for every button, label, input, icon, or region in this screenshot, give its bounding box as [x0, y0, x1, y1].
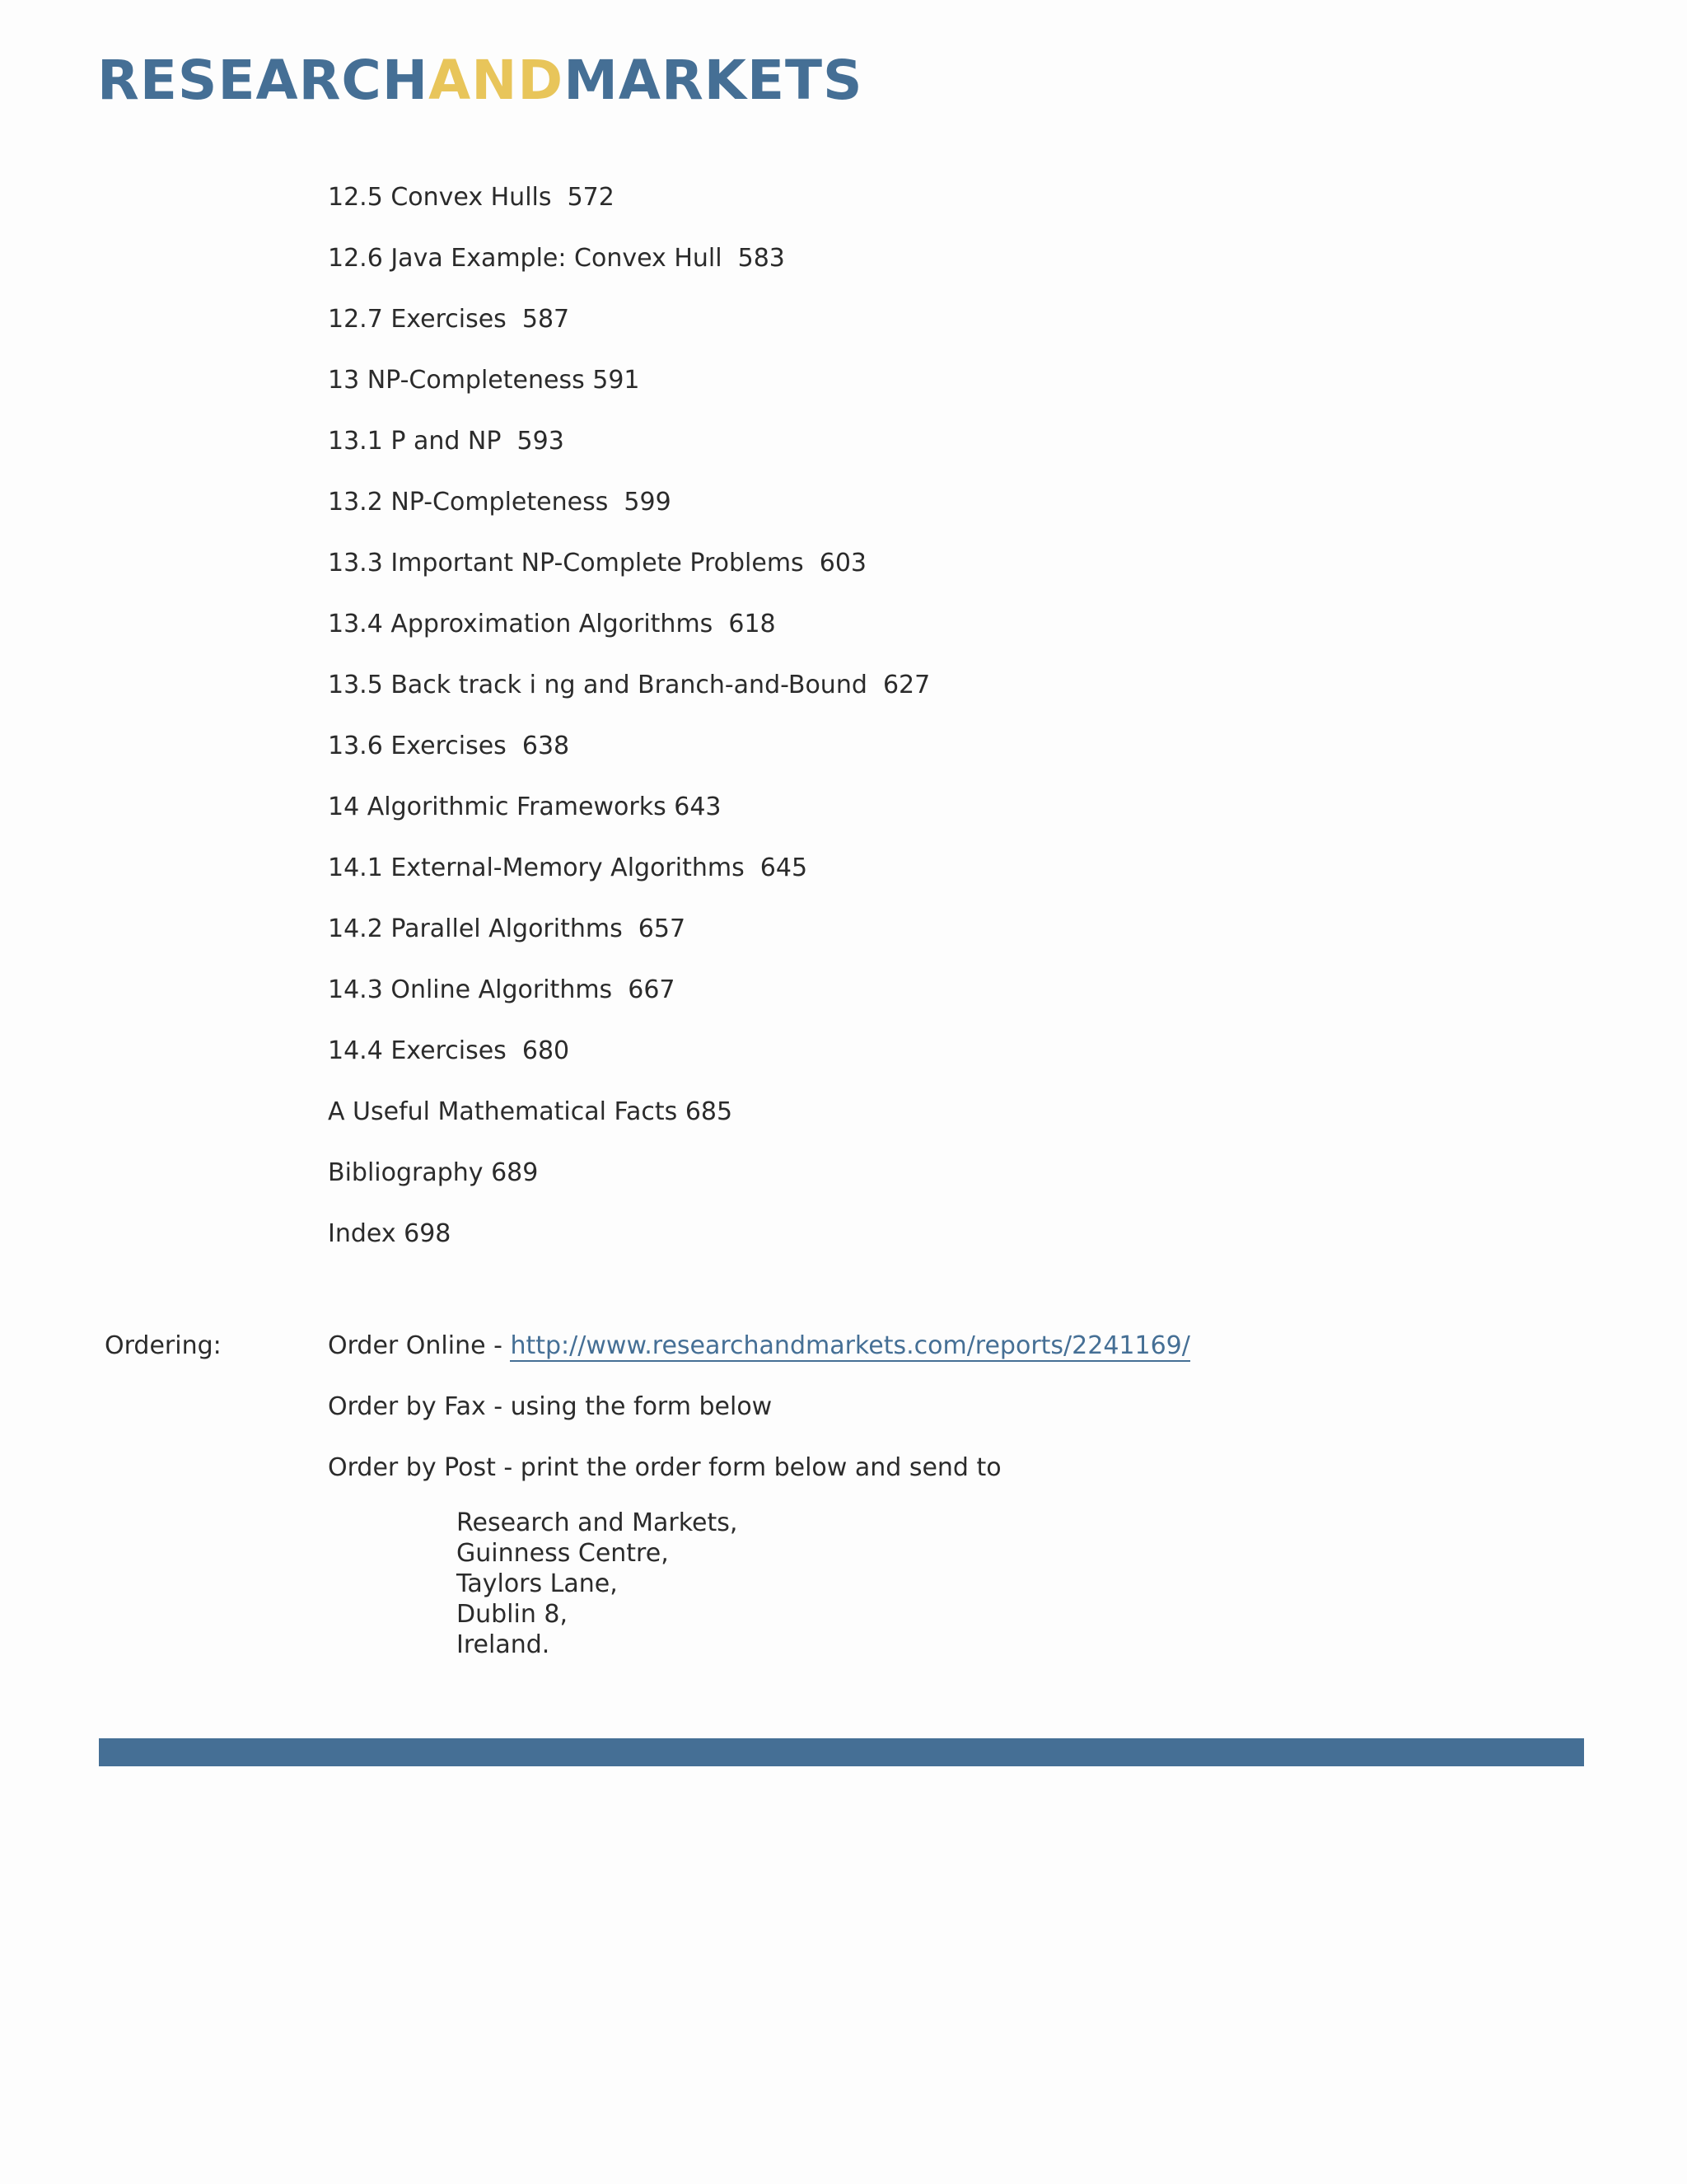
toc-item: 13.2 NP-Completeness 599 [328, 488, 671, 517]
toc-item: 13 NP-Completeness 591 [328, 366, 640, 395]
toc-item: 13.3 Important NP-Complete Problems 603 [328, 549, 867, 578]
ordering-options [328, 1325, 1563, 1660]
table-of-contents [328, 176, 1481, 1274]
toc-item: 14.3 Online Algorithms 667 [328, 975, 675, 1004]
order-by-fax: Order by Fax - using the form below [328, 1392, 773, 1421]
toc-item: 12.6 Java Example: Convex Hull 583 [328, 244, 785, 273]
address-line: Guinness Centre, [456, 1539, 669, 1568]
toc-item: 13.4 Approximation Algorithms 618 [328, 610, 776, 638]
order-by-post: Order by Post - print the order form below and send to [328, 1453, 1002, 1482]
brand-logo [97, 48, 863, 114]
logo-markets: MARKETS [563, 49, 863, 112]
toc-item: A Useful Mathematical Facts 685 [328, 1097, 733, 1126]
order-online-label: Order Online - [328, 1331, 511, 1360]
toc-item: 13.6 Exercises 638 [328, 732, 570, 760]
toc-item: 14.1 External-Memory Algorithms 645 [328, 853, 808, 882]
toc-item: 14.2 Parallel Algorithms 657 [328, 914, 686, 943]
address-line: Taylors Lane, [456, 1569, 618, 1598]
toc-item: Bibliography 689 [328, 1158, 539, 1187]
address-line: Dublin 8, [456, 1600, 568, 1629]
toc-item: 12.7 Exercises 587 [328, 305, 570, 334]
postal-address [456, 1508, 1563, 1660]
ordering-label: Ordering: [105, 1331, 222, 1360]
toc-item: Index 698 [328, 1219, 451, 1248]
address-line: Research and Markets, [456, 1508, 738, 1537]
footer-divider-bar [99, 1738, 1584, 1766]
logo-and: AND [428, 49, 564, 112]
toc-item: 14 Algorithmic Frameworks 643 [328, 793, 722, 821]
toc-item: 12.5 Convex Hulls 572 [328, 183, 615, 212]
logo-research: RESEARCH [97, 49, 429, 112]
toc-item: 13.1 P and NP 593 [328, 427, 564, 456]
order-online [328, 1325, 1563, 1386]
order-online-link[interactable]: http://www.researchandmarkets.com/reports/2241169/ [510, 1331, 1190, 1360]
toc-item: 13.5 Back track i ng and Branch-and-Bound 627 [328, 671, 931, 699]
address-line: Ireland. [456, 1630, 550, 1659]
toc-item: 14.4 Exercises 680 [328, 1036, 570, 1065]
